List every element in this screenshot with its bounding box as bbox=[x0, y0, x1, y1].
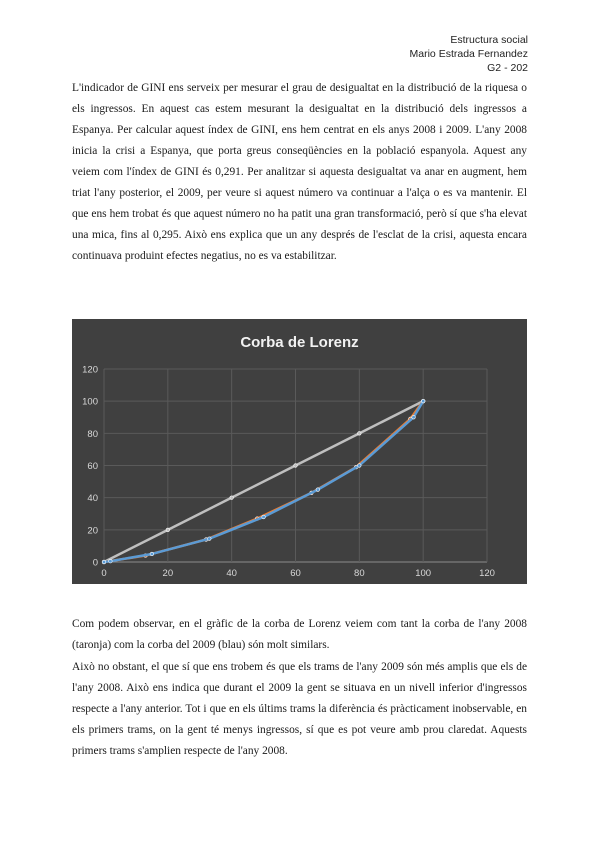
x-tick-label: 100 bbox=[415, 568, 432, 579]
analysis-paragraph: Això no obstant, el que sí que ens trobem és que els trams de l'any 2009 són més amplis que els de l'any 2008. Això ens indica que durant el 2009 la gent se situava en un nivell inferior d'ingressos respecte a l'any anterior. Tot i que en els últims trams la diferència és pràcticament inobservable, en els primers trams, on la gent té menys ingressos, sí que es pot veure amb prou claredat. Aquests primers trams s'amplien respecte de l'any 2008. bbox=[72, 661, 527, 757]
x-tick-label: 0 bbox=[101, 568, 107, 579]
y-tick-label: 20 bbox=[87, 525, 98, 537]
course-name: Estructura social bbox=[450, 34, 528, 46]
y-tick-label: 40 bbox=[87, 493, 98, 505]
y-tick-label: 80 bbox=[87, 428, 98, 440]
page-header bbox=[410, 33, 528, 75]
lorenz-chart bbox=[72, 319, 527, 584]
chart-title: Corba de Lorenz bbox=[240, 334, 359, 351]
x-tick-label: 40 bbox=[226, 568, 237, 579]
x-tick-label: 80 bbox=[354, 568, 365, 579]
series-2009-point bbox=[150, 552, 154, 556]
series-igualtat-line bbox=[104, 401, 423, 562]
series-2009-point bbox=[208, 537, 212, 541]
series-igualtat-point bbox=[230, 496, 234, 500]
series-2009-point bbox=[412, 415, 416, 419]
group-code: G2 - 202 bbox=[487, 62, 528, 74]
series-2009-point bbox=[262, 515, 266, 519]
y-tick-label: 120 bbox=[82, 364, 98, 376]
lorenz-chart-svg bbox=[72, 319, 527, 584]
y-tick-label: 0 bbox=[92, 557, 98, 569]
series-2009-point bbox=[109, 559, 113, 563]
series-igualtat-point bbox=[358, 432, 362, 436]
series-2009-point bbox=[102, 560, 106, 564]
series-2009-point bbox=[358, 464, 362, 468]
x-tick-label: 120 bbox=[479, 568, 495, 579]
y-tick-label: 100 bbox=[82, 396, 98, 408]
series-igualtat-point bbox=[294, 464, 298, 468]
observation-paragraph: Com podem observar, en el gràfic de la corba de Lorenz veiem com tant la corba de l'any 2008 (taronja) com la corba del 2009 (blau) són molt similars. bbox=[72, 618, 527, 651]
series-2009-point bbox=[421, 399, 425, 403]
author-name: Mario Estrada Fernandez bbox=[409, 48, 528, 60]
x-tick-label: 60 bbox=[290, 568, 301, 579]
x-tick-label: 20 bbox=[162, 568, 174, 579]
y-tick-label: 60 bbox=[87, 461, 98, 472]
intro-paragraph: L'indicador de GINI ens serveix per mesurar el grau de desigualtat en la distribució de la riquesa o els ingressos. En aquest cas estem mesurant la desigualtat en la distribució dels ingressos a Espanya. Per calcular aquest índex de GINI, ens hem centrat en els anys 2008 i 2009. L'any 2008 inicia la crisi a Espanya, que porta greus conseqüències en la població espanyola. Aquest any veiem com l'índex de GINI és 0,291. Per analitzar si aquesta desigualtat va anar en augment, hem triat l'any posterior, el 2009, per veure si aquest número va continuar a l'alça o es va mantenir. El que ens hem trobat és que aquest número no ha patit una gran transformació, però sí que s'ha elevat una mica, fins al 0,295. Això ens explica que un any després de l'esclat de la crisi, aquesta encara continuava produint efectes negatius, no es va estabilitzar. bbox=[72, 82, 527, 262]
series-2009-point bbox=[316, 488, 320, 492]
series-igualtat-point bbox=[166, 528, 170, 532]
